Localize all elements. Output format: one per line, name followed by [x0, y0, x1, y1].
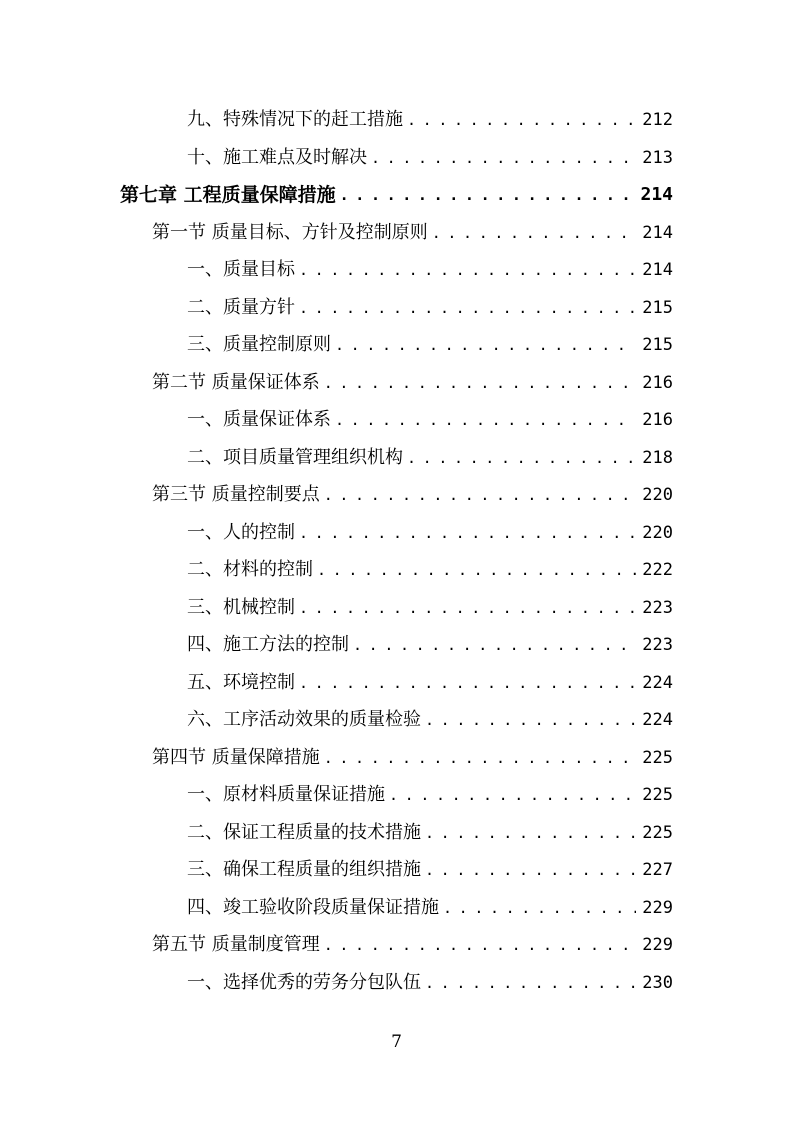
toc-entry-page: 216	[642, 410, 673, 430]
toc-entry[interactable]	[187, 289, 673, 319]
toc-dot-leader	[425, 972, 636, 994]
toc-entry[interactable]	[187, 814, 673, 844]
toc-dot-leader	[340, 184, 635, 206]
toc-entry-title: 三、确保工程质量的组织措施	[187, 859, 421, 880]
toc-entry-title: 二、质量方针	[187, 296, 295, 318]
toc-entry-page: 216	[642, 372, 673, 393]
toc-entry-title: 一、选择优秀的劳务分包队伍	[187, 971, 421, 993]
toc-entry-page: 225	[642, 747, 673, 768]
toc-entry-page: 220	[642, 485, 673, 505]
toc-entry-page: 224	[642, 672, 673, 693]
toc-entry[interactable]	[187, 776, 673, 806]
toc-entry-title: 十、施工难点及时解决	[187, 146, 367, 168]
toc-entry-title: 五、环境控制	[187, 671, 295, 693]
toc-section-entry[interactable]	[152, 214, 673, 244]
toc-dot-leader	[335, 409, 636, 431]
toc-entry-page: 229	[642, 897, 673, 918]
toc-entry-title: 第一节 质量目标、方针及控制原则	[152, 221, 428, 243]
toc-entry-title: 第二节 质量保证体系	[152, 371, 320, 393]
toc-entry-title: 四、竣工验收阶段质量保证措施	[187, 896, 439, 918]
toc-entry-title: 二、保证工程质量的技术措施	[187, 821, 421, 843]
toc-entry-page: 227	[642, 860, 673, 880]
toc-section-entry[interactable]	[152, 926, 673, 956]
toc-dot-leader	[425, 822, 636, 844]
toc-entry-page: 215	[642, 297, 673, 318]
toc-entry-page: 230	[642, 972, 673, 993]
toc-entry-title: 二、项目质量管理组织机构	[187, 446, 403, 468]
toc-entry-page: 218	[642, 447, 673, 468]
toc-entry[interactable]	[187, 401, 673, 431]
toc-dot-leader	[299, 297, 636, 319]
toc-dot-leader	[317, 559, 636, 581]
toc-entry-page: 225	[642, 822, 673, 843]
toc-dot-leader	[389, 784, 636, 806]
toc-dot-leader	[407, 109, 636, 131]
toc-section-entry[interactable]	[152, 739, 673, 769]
toc-dot-leader	[432, 222, 637, 244]
toc-entry[interactable]	[187, 551, 673, 581]
toc-entry-title: 三、机械控制	[187, 596, 295, 618]
toc-section-entry[interactable]	[152, 364, 673, 394]
toc-dot-leader	[324, 934, 637, 956]
toc-entry-page: 214	[640, 184, 673, 205]
toc-entry-title: 一、质量目标	[187, 259, 295, 280]
toc-entry-page: 222	[642, 560, 673, 580]
toc-entry-title: 六、工序活动效果的质量检验	[187, 709, 421, 730]
toc-entry[interactable]	[187, 101, 673, 131]
toc-entry-title: 四、施工方法的控制	[187, 634, 349, 655]
toc-entry-title: 一、人的控制	[187, 521, 295, 543]
toc-entry[interactable]	[187, 251, 673, 281]
toc-entry[interactable]	[187, 439, 673, 469]
toc-entry-title: 一、质量保证体系	[187, 409, 331, 430]
toc-entry-page: 223	[642, 635, 673, 655]
toc-entry-page: 220	[642, 522, 673, 543]
toc-section-entry[interactable]	[152, 476, 673, 506]
toc-entry-page: 213	[642, 147, 673, 168]
toc-dot-leader	[425, 859, 636, 881]
toc-chapter-entry[interactable]	[120, 176, 673, 206]
toc-dot-leader	[353, 634, 636, 656]
toc-entry-page: 212	[642, 110, 673, 130]
toc-entry[interactable]	[187, 889, 673, 919]
toc-entry-page: 214	[642, 222, 673, 243]
toc-dot-leader	[299, 522, 636, 544]
toc-entry[interactable]	[187, 701, 673, 731]
toc-entry-title: 第五节 质量制度管理	[152, 934, 320, 955]
toc-entry[interactable]	[187, 589, 673, 619]
toc-entry-page: 215	[642, 335, 673, 355]
toc-entry-title: 第三节 质量控制要点	[152, 484, 320, 505]
toc-entry-page: 224	[642, 710, 673, 730]
toc-dot-leader	[299, 259, 636, 281]
toc-dot-leader	[299, 597, 636, 619]
toc-dot-leader	[324, 747, 637, 769]
toc-entry-title: 第四节 质量保障措施	[152, 746, 320, 768]
toc-dot-leader	[371, 147, 636, 169]
toc-entry-title: 第七章 工程质量保障措施	[120, 184, 336, 206]
toc-dot-leader	[443, 897, 636, 919]
toc-entry-title: 二、材料的控制	[187, 559, 313, 580]
toc-entry-title: 九、特殊情况下的赶工措施	[187, 109, 403, 130]
toc-entry[interactable]	[187, 626, 673, 656]
page-number: 7	[391, 1032, 402, 1052]
toc-entry-title: 三、质量控制原则	[187, 334, 331, 355]
toc-dot-leader	[425, 709, 636, 731]
toc-entry[interactable]	[187, 139, 673, 169]
toc-dot-leader	[324, 484, 637, 506]
toc-entry[interactable]	[187, 514, 673, 544]
toc-dot-leader	[335, 334, 636, 356]
toc-dot-leader	[299, 672, 636, 694]
toc-dot-leader	[324, 372, 637, 394]
toc-entry-page: 214	[642, 260, 673, 280]
toc-entry[interactable]	[187, 326, 673, 356]
toc-dot-leader	[407, 447, 636, 469]
toc-entry[interactable]	[187, 664, 673, 694]
toc-entry-page: 229	[642, 935, 673, 955]
toc-entry[interactable]	[187, 851, 673, 881]
toc-entry[interactable]	[187, 964, 673, 994]
toc-entry-title: 一、原材料质量保证措施	[187, 784, 385, 805]
toc-entry-page: 225	[642, 785, 673, 805]
toc-entry-page: 223	[642, 597, 673, 618]
